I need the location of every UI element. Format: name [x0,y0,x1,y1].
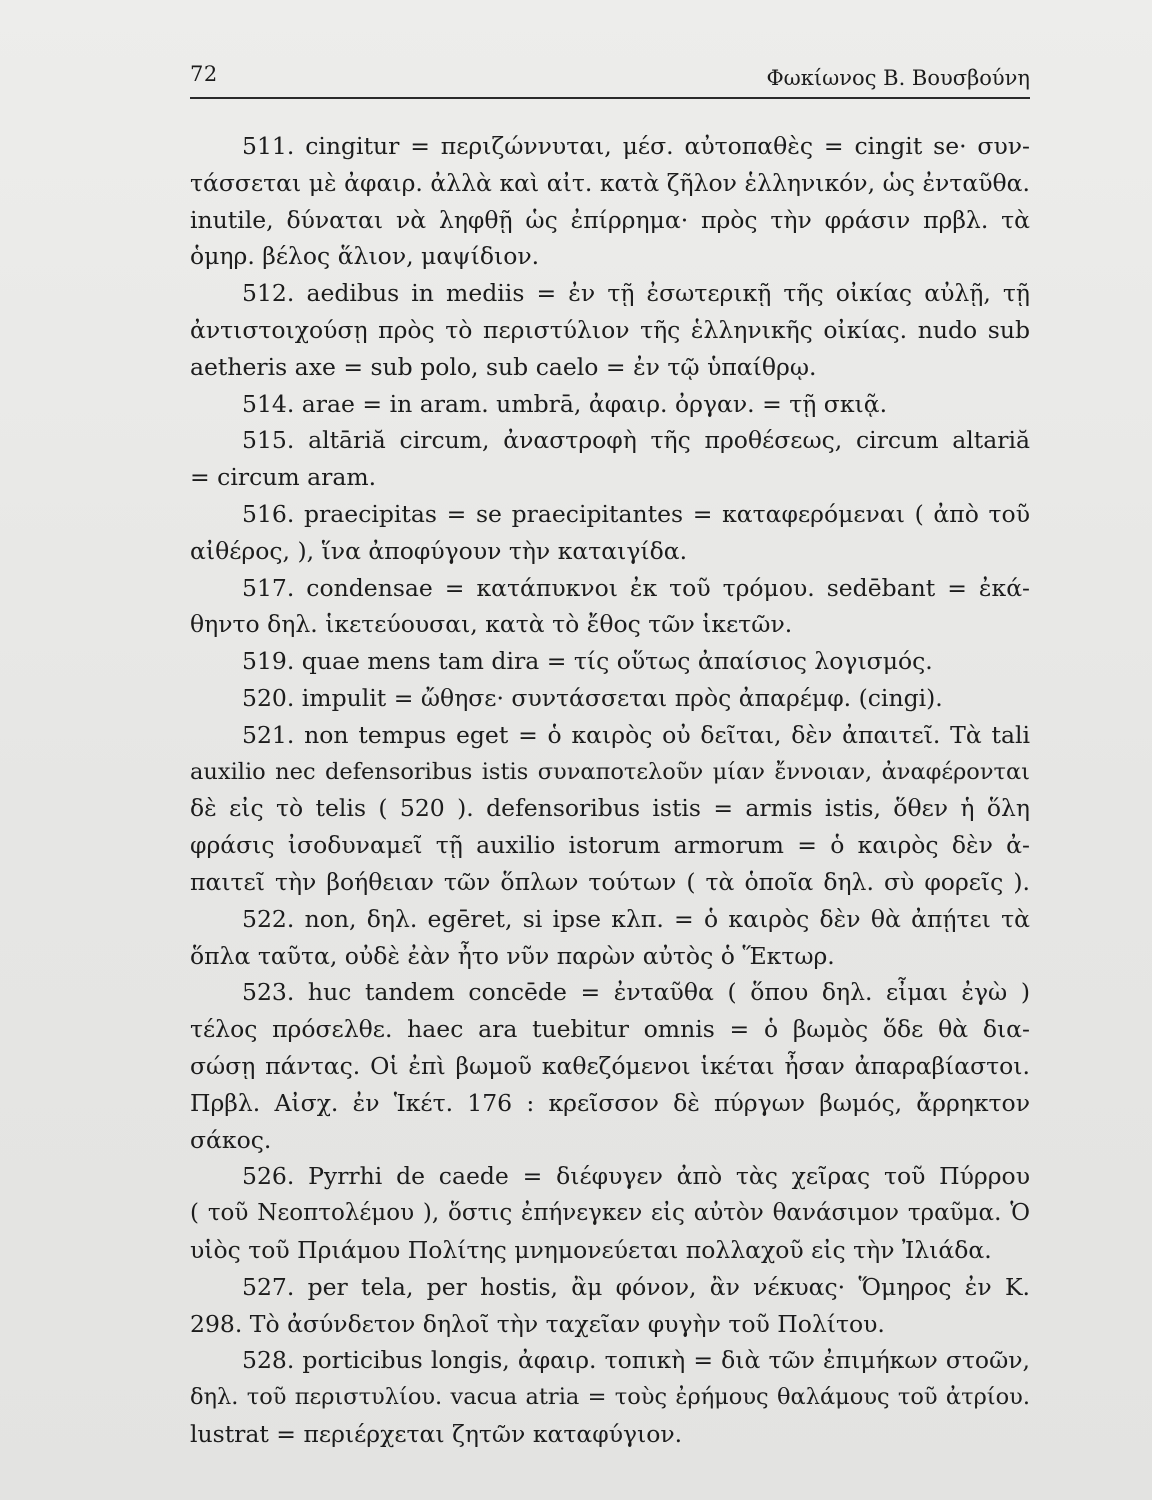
text-line: δὲ εἰς τὸ telis ( 520 ). defensoribus istis = armis istis, ὅθεν ἡ ὅλη [190,794,1030,823]
text-line: 298. Τὸ ἀσύνδετον δηλοῖ τὴν ταχεῖαν φυγὴν τοῦ Πολίτου. [190,1309,885,1338]
text-line: 516. praecipitas = se praecipitantes = καταφερόμεναι ( ἀπὸ τοῦ [242,499,1030,528]
text-line: ὅπλα ταῦτα, οὐδὲ ἐὰν ἦτο νῦν παρὼν αὐτὸς ὁ Ἕκτωρ. [190,941,835,970]
text-line: 528. porticibus longis, ἀφαιρ. τοπικὴ = διὰ τῶν ἐπιμήκων στοῶν, [242,1346,1030,1375]
text-line: = circum aram. [190,463,377,492]
text-line: 515. altāriă circum, ἀναστροφὴ τῆς προθέσεως, circum altariă [242,426,1030,455]
text-line: υἱὸς τοῦ Πριάμου Πολίτης μνημονεύεται πολλαχοῦ εἰς τὴν Ἰλιάδα. [190,1235,992,1264]
text-line: inutile, δύναται νὰ ληφθῇ ὡς ἐπίρρημα· πρὸς τὴν φράσιν πρβλ. τὰ [190,205,1030,234]
text-line: 512. aedibus in mediis = ἐν τῇ ἐσωτερικῇ τῆς οἰκίας αὐλῇ, τῇ [242,279,1030,308]
page-number: 72 [190,62,218,86]
text-line: δηλ. τοῦ περιστυλίου. vacua atria = τοὺς ἐρήμους θαλάμους τοῦ ἀτρίου. [190,1384,1030,1411]
text-line: θηντο δηλ. ἱκετεύουσαι, κατὰ τὸ ἔθος τῶν ἱκετῶν. [190,610,793,639]
text-line: ἀντιστοιχούσῃ πρὸς τὸ περιστύλιον τῆς ἑλληνικῆς οἰκίας. nudo sub [190,315,1030,344]
running-head: Φωκίωνος Β. Βουσβούνη [766,66,1030,90]
text-line: αἰθέρος, ), ἵνα ἀποφύγουν τὴν καταιγίδα. [190,536,688,565]
text-line: 523. huc tandem concēde = ἐνταῦθα ( ὅπου δηλ. εἶμαι ἐγὼ ) [242,978,1030,1007]
text-line: 527. per tela, per hostis, ἂμ φόνον, ἂν νέκυας· Ὅμηρος ἐν Κ. [242,1272,1030,1301]
text-line: aetheris axe = sub polo, sub caelo = ἐν τῷ ὑπαίθρῳ. [190,352,817,381]
text-line: 511. cingitur = περιζώννυται, μέσ. αὐτοπαθὲς = cingit se· συν- [242,132,1030,160]
text-line: σάκος. [190,1125,272,1154]
text-line: 522. non, δηλ. egēret, si ipse κλπ. = ὁ καιρὸς δὲν θὰ ἀπῄτει τὰ [242,904,1030,933]
text-line: παιτεῖ τὴν βοήθειαν τῶν ὅπλων τούτων ( τὰ ὁποῖα δηλ. σὺ φορεῖς ). [190,867,1030,896]
text-line: ὁμηρ. βέλος ἅλιον, μαψίδιον. [190,242,540,271]
header-rule [190,97,1030,99]
text-line: τάσσεται μὲ ἀφαιρ. ἀλλὰ καὶ αἰτ. κατὰ ζῆλον ἑλληνικόν, ὡς ἐνταῦθα. [190,168,1030,197]
text-line: 520. impulit = ὤθησε· συντάσσεται πρὸς ἀπαρέμφ. (cingi). [242,683,943,712]
commentary-text [190,128,1030,1453]
text-line: 521. non tempus eget = ὁ καιρὸς οὐ δεῖται, δὲν ἀπαιτεῖ. Τὰ tali [242,720,1030,749]
text-line: 519. quae mens tam dira = τίς οὕτως ἀπαίσιος λογισμός. [242,647,933,676]
text-line: 517. condensae = κατάπυκνοι ἐκ τοῦ τρόμου. sedēbant = ἐκά- [242,573,1030,602]
text-line: ( τοῦ Νεοπτολέμου ), ὅστις ἐπήνεγκεν εἰς αὐτὸν θανάσιμον τραῦμα. Ὁ [190,1200,1030,1227]
text-line: Πρβλ. Αἰσχ. ἐν Ἱκέτ. 176 : κρεῖσσον δὲ πύργων βωμός, ἄρρηκτον [190,1088,1030,1117]
text-line: lustrat = περιέρχεται ζητῶν καταφύγιον. [190,1419,683,1448]
text-line: φράσις ἰσοδυναμεῖ τῇ auxilio istorum armorum = ὁ καιρὸς δὲν ἀ- [190,831,1030,860]
text-line: σώσῃ πάντας. Οἱ ἐπὶ βωμοῦ καθεζόμενοι ἱκέται ἦσαν ἀπαραβίαστοι. [190,1051,1030,1080]
page-header [190,58,1030,96]
text-line: 514. arae = in aram. umbrā, ἀφαιρ. ὀργαν. = τῇ σκιᾷ. [242,389,888,418]
text-line: τέλος πρόσελθε. haec ara tuebitur omnis = ὁ βωμὸς ὅδε θὰ δια- [190,1015,1030,1044]
text-line: 526. Pyrrhi de caede = διέφυγεν ἀπὸ τὰς χεῖρας τοῦ Πύρρου [242,1162,1030,1191]
text-line: auxilio nec defensoribus istis συναποτελοῦν μίαν ἔννοιαν, ἀναφέρονται [190,758,1030,785]
